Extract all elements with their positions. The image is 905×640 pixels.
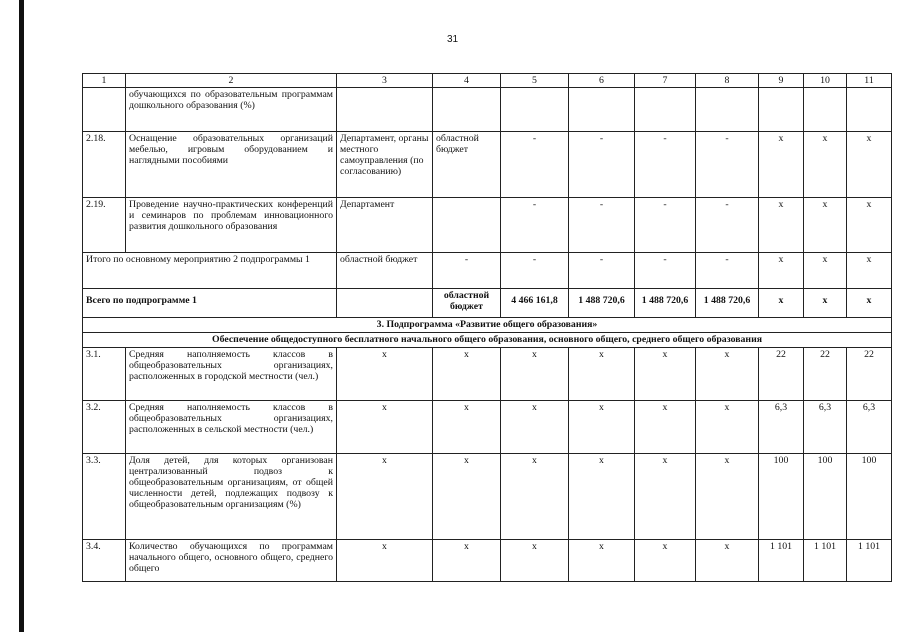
column-header: 7 bbox=[635, 74, 696, 88]
row-executor bbox=[337, 88, 433, 132]
row-value: х bbox=[804, 132, 847, 198]
row-name: Доля детей, для которых организован централизованный подвоз к общеобразовательным организациям, от общей численности детей, подлежащих подвозу к общеобразовательным организациям (%) bbox=[126, 454, 337, 540]
subsection-row bbox=[83, 333, 892, 348]
table-header-row bbox=[83, 74, 892, 88]
row-value: 22 bbox=[847, 348, 892, 401]
row-value: - bbox=[635, 132, 696, 198]
row-value: х bbox=[635, 454, 696, 540]
row-value bbox=[804, 88, 847, 132]
scan-edge-bar bbox=[19, 0, 24, 632]
row-value: х bbox=[804, 198, 847, 253]
row-value bbox=[635, 88, 696, 132]
row-value: х bbox=[337, 401, 433, 454]
row-value: х bbox=[696, 454, 759, 540]
row-number: 2.19. bbox=[83, 198, 126, 253]
row-value: - bbox=[635, 253, 696, 289]
row-value: 100 bbox=[759, 454, 804, 540]
row-value: х bbox=[501, 348, 569, 401]
row-number: 3.3. bbox=[83, 454, 126, 540]
total-label: Всего по подпрограмме 1 bbox=[83, 289, 337, 318]
row-value: х bbox=[337, 348, 433, 401]
row-value: х bbox=[847, 253, 892, 289]
row-value: х bbox=[501, 401, 569, 454]
row-value: х bbox=[759, 132, 804, 198]
row-value: х bbox=[635, 348, 696, 401]
column-header: 11 bbox=[847, 74, 892, 88]
row-value: х bbox=[847, 132, 892, 198]
row-value: х bbox=[696, 401, 759, 454]
row-value: х bbox=[501, 454, 569, 540]
row-value: 6,3 bbox=[804, 401, 847, 454]
row-value: 22 bbox=[759, 348, 804, 401]
total-value: 1 488 720,6 bbox=[635, 289, 696, 318]
row-value: х bbox=[635, 540, 696, 582]
column-header: 4 bbox=[433, 74, 501, 88]
section-row bbox=[83, 318, 892, 333]
column-header: 10 bbox=[804, 74, 847, 88]
table-row bbox=[83, 132, 892, 198]
row-value: х bbox=[696, 540, 759, 582]
row-value: х bbox=[804, 253, 847, 289]
column-header: 6 bbox=[569, 74, 635, 88]
total-value: 1 488 720,6 bbox=[696, 289, 759, 318]
row-value bbox=[696, 88, 759, 132]
row-value: - bbox=[501, 253, 569, 289]
column-header: 8 bbox=[696, 74, 759, 88]
row-source: областной бюджет bbox=[433, 132, 501, 198]
row-value: 1 101 bbox=[759, 540, 804, 582]
row-value: - bbox=[696, 132, 759, 198]
row-value: х bbox=[759, 198, 804, 253]
row-number: 3.4. bbox=[83, 540, 126, 582]
row-value: х bbox=[569, 454, 635, 540]
row-value: х bbox=[569, 540, 635, 582]
row-name: Проведение научно-практических конференций и семинаров по проблемам инновационного развития дошкольного образования bbox=[126, 198, 337, 253]
budget-table bbox=[82, 73, 892, 582]
row-value: х bbox=[433, 454, 501, 540]
row-value: - bbox=[569, 253, 635, 289]
column-header: 1 bbox=[83, 74, 126, 88]
row-number: 3.2. bbox=[83, 401, 126, 454]
column-header: 9 bbox=[759, 74, 804, 88]
row-value: - bbox=[635, 198, 696, 253]
row-number bbox=[83, 88, 126, 132]
section-title: 3. Подпрограмма «Развитие общего образования» bbox=[83, 318, 892, 333]
itogo-source: областной бюджет bbox=[337, 253, 433, 289]
column-header: 3 bbox=[337, 74, 433, 88]
row-value: х bbox=[433, 540, 501, 582]
row-value: - bbox=[569, 198, 635, 253]
row-value: 100 bbox=[804, 454, 847, 540]
row-value: 6,3 bbox=[759, 401, 804, 454]
row-value bbox=[501, 88, 569, 132]
row-value: - bbox=[696, 253, 759, 289]
row-value bbox=[569, 88, 635, 132]
row-value: - bbox=[501, 132, 569, 198]
itogo-row bbox=[83, 253, 892, 289]
row-executor: Департамент, органы местного самоуправления (по согласованию) bbox=[337, 132, 433, 198]
row-name: Средняя наполняемость классов в общеобразовательных организациях, расположенных в сельской местности (чел.) bbox=[126, 401, 337, 454]
total-value: х bbox=[759, 289, 804, 318]
row-value: 100 bbox=[847, 454, 892, 540]
row-value: х bbox=[569, 401, 635, 454]
row-name: Средняя наполняемость классов в общеобразовательных организациях, расположенных в городской местности (чел.) bbox=[126, 348, 337, 401]
row-value: - bbox=[696, 198, 759, 253]
total-source: областной бюджет bbox=[433, 289, 501, 318]
column-header: 2 bbox=[126, 74, 337, 88]
subsection-title: Обеспечение общедоступного бесплатного начального общего образования, основного общего, среднего общего образования bbox=[83, 333, 892, 348]
row-executor: Департамент bbox=[337, 198, 433, 253]
row-value: х bbox=[569, 348, 635, 401]
total-value: х bbox=[804, 289, 847, 318]
row-source bbox=[433, 88, 501, 132]
row-source bbox=[433, 198, 501, 253]
total-value: 4 466 161,8 bbox=[501, 289, 569, 318]
total-row bbox=[83, 289, 892, 318]
column-header: 5 bbox=[501, 74, 569, 88]
row-value: х bbox=[501, 540, 569, 582]
row-value bbox=[847, 88, 892, 132]
table-row bbox=[83, 198, 892, 253]
itogo-label: Итого по основному мероприятию 2 подпрограммы 1 bbox=[83, 253, 337, 289]
row-value: 1 101 bbox=[804, 540, 847, 582]
indicator-row bbox=[83, 348, 892, 401]
total-empty bbox=[337, 289, 433, 318]
row-value: х bbox=[433, 401, 501, 454]
row-number: 3.1. bbox=[83, 348, 126, 401]
row-value: х bbox=[847, 198, 892, 253]
row-value: х bbox=[635, 401, 696, 454]
row-name: обучающихся по образовательным программам дошкольного образования (%) bbox=[126, 88, 337, 132]
table-row bbox=[83, 88, 892, 132]
indicator-row bbox=[83, 540, 892, 582]
row-value: 1 101 bbox=[847, 540, 892, 582]
row-value: х bbox=[337, 540, 433, 582]
total-value: х bbox=[847, 289, 892, 318]
row-value: - bbox=[501, 198, 569, 253]
row-value: х bbox=[696, 348, 759, 401]
row-value: х bbox=[759, 253, 804, 289]
row-value: 6,3 bbox=[847, 401, 892, 454]
row-value: - bbox=[569, 132, 635, 198]
row-value: х bbox=[433, 348, 501, 401]
page-number: 31 bbox=[446, 34, 459, 45]
row-value: 22 bbox=[804, 348, 847, 401]
indicator-row bbox=[83, 401, 892, 454]
row-value: х bbox=[337, 454, 433, 540]
row-value: - bbox=[433, 253, 501, 289]
indicator-row bbox=[83, 454, 892, 540]
total-value: 1 488 720,6 bbox=[569, 289, 635, 318]
row-value bbox=[759, 88, 804, 132]
row-number: 2.18. bbox=[83, 132, 126, 198]
row-name: Оснащение образовательных организаций мебелью, игровым оборудованием и наглядными пособиями bbox=[126, 132, 337, 198]
row-name: Количество обучающихся по программам начального общего, основного общего, среднего общего bbox=[126, 540, 337, 582]
